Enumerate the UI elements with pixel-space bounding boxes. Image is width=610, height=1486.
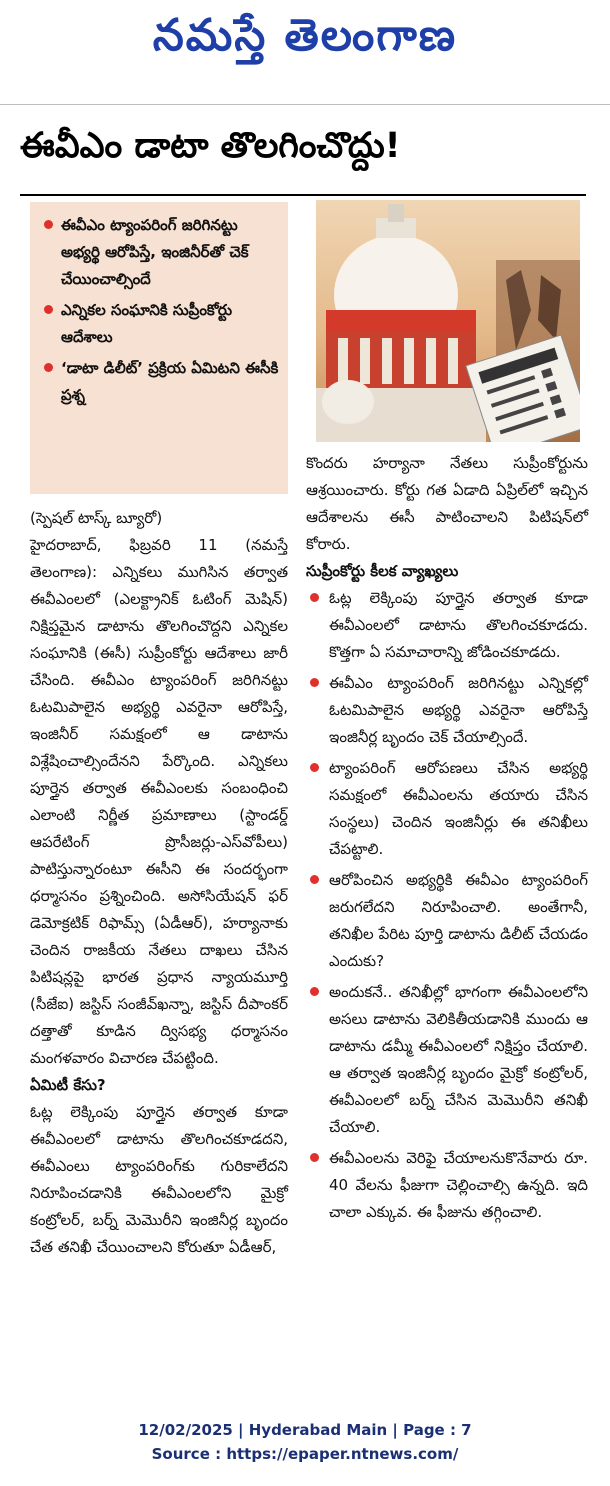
article-body-continued: ఓట్ల లెక్కింపు పూర్తైన తర్వాత కూడా ఈవీఎంలలో డాటాను తొలగించకూడదని, ఈవీఎంలు ట్యాంపరింగ్‌కు గురికాలేదని నిరూపించడానికి ఈవీఎంలలోని మైక్రో కంట్రోలర్, బర్న్ మెమొరీని ఇంజినీర్ల బృందం చేత తనిఖీ చేయించాలని కోరుతూ ఏడీఆర్, <box>30 1103 288 1256</box>
masthead <box>0 0 610 82</box>
observation-item <box>306 979 588 1141</box>
page-footer <box>0 1418 610 1466</box>
highlight-item <box>38 297 280 351</box>
highlight-item <box>38 355 280 409</box>
bullet-dot-icon <box>310 763 319 772</box>
highlight-text: ఈవీఎం ట్యాంపరింగ్ జరిగినట్టు అభ్యర్థి ఆరోపిస్తే, ఇంజినీర్‌తో చెక్ చేయించాల్సిందే <box>61 216 249 288</box>
observation-text: ఓట్ల లెక్కింపు పూర్తైన తర్వాత కూడా ఈవీఎంలలో డాటాను తొలగించకూడదు. కొత్తగా ఏ సమాచారాన్ని జోడించకూడదు. <box>329 589 588 661</box>
observation-text: ఈవీఎంలను వెరిఫై చేయాలనుకొనేవారు రూ. 40 వేలను ఫీజుగా చెల్లించాల్సి ఉన్నది. ఇది చాలా ఎక్కువ. ఈ ఫీజును తగ్గించాలి. <box>329 1149 588 1221</box>
bullet-dot-icon <box>44 220 53 229</box>
highlights-box <box>30 202 288 494</box>
observation-item <box>306 1145 588 1226</box>
right-column <box>306 450 588 1230</box>
section-subhead: సుప్రీంకోర్టు కీలక వ్యాఖ్యలు <box>306 562 459 580</box>
observation-text: అందుకనే.. తనిఖీల్లో భాగంగా ఈవీఎంలలోని అసలు డాటాను వెలికితీయడానికి ముందు ఆ డాటాను డమ్మీ ఈవీఎంలలో నిక్షిప్తం చేయాలి. ఆ తర్వాత ఇంజినీర్ల బృందం మైక్రో కంట్రోలర్, ఈవీఎంలలో బర్న్ చేసిన మెమొరీని తనిఖీ చేయాలి. <box>329 983 588 1136</box>
headline: ఈవీఎం డాటా తొలగించొద్దు! <box>20 126 401 166</box>
bullet-dot-icon <box>310 678 319 687</box>
bullet-dot-icon <box>310 875 319 884</box>
observation-text: ఆరోపించిన అభ్యర్థికి ఈవీఎం ట్యాంపరింగ్ జరుగలేదని నిరూపించాలి. అంతేగానీ, తనిఖీల పేరిట పూర్తి డాటాను డిలీట్ చేయడం ఎందుకు? <box>329 871 588 970</box>
observation-item <box>306 670 588 751</box>
article-intro: కొందరు హర్యానా నేతలు సుప్రీంకోర్టును ఆశ్రయించారు. కోర్టు గత ఏడాది ఏప్రిల్‌లో ఇచ్చిన ఆదేశాలను ఈసీ పాటించాలని పిటిషన్‌లో కోరారు. <box>306 454 588 553</box>
masthead-title: నమస్తే తెలంగాణ <box>152 10 458 61</box>
section-subhead: ఏమిటీ కేసు? <box>30 1076 106 1094</box>
bullet-dot-icon <box>310 593 319 602</box>
bullet-dot-icon <box>310 1153 319 1162</box>
highlight-item <box>38 212 280 293</box>
masthead-divider <box>0 104 610 105</box>
source-link[interactable]: Source : https://epaper.ntnews.com/ <box>151 1445 459 1463</box>
bullet-dot-icon <box>44 305 53 314</box>
observation-item <box>306 867 588 975</box>
observation-text: ఈవీఎం ట్యాంపరింగ్ జరిగినట్టు ఎన్నికల్లో ఓటమిపాలైన అభ్యర్థి ఎవరైనా ఆరోపిస్తే ఇంజినీర్ల బృందం చెక్ చేయాల్సిందే. <box>329 674 588 746</box>
observation-item <box>306 755 588 863</box>
highlight-text: ‘డాటా డిలీట్’ ప్రక్రియ ఏమిటని ఈసీకి ప్రశ్న <box>61 359 279 404</box>
supreme-court-evm-icon <box>316 200 580 442</box>
bullet-dot-icon <box>44 363 53 372</box>
supreme-court-photo <box>316 200 580 442</box>
byline: (స్పెషల్ టాస్క్ బ్యూరో) <box>30 509 163 527</box>
observation-item <box>306 585 588 666</box>
article-body: హైదరాబాద్, ఫిబ్రవరి 11 (నమస్తే తెలంగాణ): ఎన్నికలు ముగిసిన తర్వాత ఈవీఎంలలో (ఎలక్ట్రానిక్ ఓటింగ్ మెషిన్) నిక్షిప్తమైన డాటాను తొలగించొద్దని ఎన్నికల సంఘానికి (ఈసీ) సుప్రీంకోర్టు ఆదేశాలు జారీ చేసింది. ఈవీఎం ట్యాంపరింగ్ జరిగినట్టు ఓటమిపాలైన అభ్యర్థి ఎవరైనా ఆరోపిస్తే, ఇంజినీర్ సమక్షంలో ఆ డాటాను విశ్లేషించాల్సిందేనని పేర్కొంది. ఎన్నికలు పూర్తైన తర్వాత ఈవీఎంలకు సంబంధించి ఎలాంటి నిర్ణీత ప్రమాణాలు (స్టాండర్డ్ ఆపరేటింగ్ ప్రొసీజర్లు-ఎస్‌వోపీలు) పాటిస్తున్నారంటూ ఈసీని ఈ సందర్భంగా ధర్మాసనం ప్రశ్నించింది. అసోసియేషన్ ఫర్ డెమోక్రటిక్ రిఫామ్స్ (ఏడీఆర్), హర్యానాకు చెందిన రాజకీయ నేతలు దాఖలు చేసిన పిటిషన్లపై భారత ప్రధాన న్యాయమూర్తి (సీజేఐ) జస్టిస్ సంజీవ్‌ఖన్నా, జస్టిస్ దీపాంకర్ దత్తాతో కూడిన ద్విసభ్య ధర్మాసనం మంగళవారం విచారణ చేపట్టింది. <box>30 536 288 1067</box>
left-column <box>30 505 288 1261</box>
headline-underline <box>20 194 586 196</box>
highlight-text: ఎన్నికల సంఘానికి సుప్రీంకోర్టు ఆదేశాలు <box>61 301 233 346</box>
edition-info: 12/02/2025 | Hyderabad Main | Page : 7 <box>138 1421 472 1439</box>
observation-text: ట్యాంపరింగ్ ఆరోపణలు చేసిన అభ్యర్థి సమక్షంలో ఈవీఎంలను తయారు చేసిన సంస్థలు) చెందిన ఇంజినీర్లు ఈ తనిఖీలు చేపట్టాలి. <box>329 759 588 858</box>
bullet-dot-icon <box>310 987 319 996</box>
